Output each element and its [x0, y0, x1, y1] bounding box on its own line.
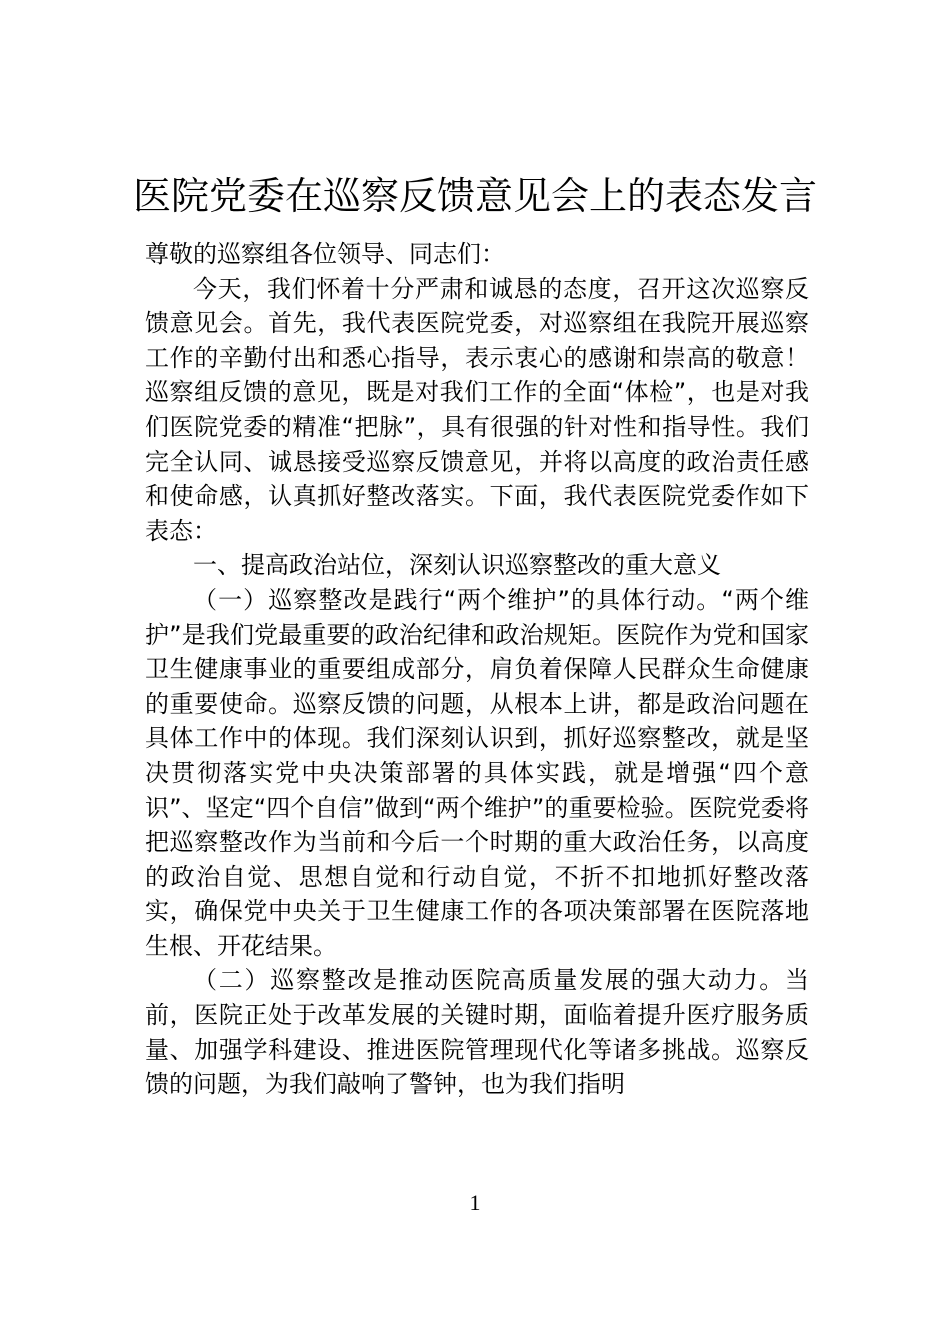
- section-heading-1: 一、提高政治站位，深刻认识巡察整改的重大意义: [193, 551, 721, 580]
- page-number: 1: [469, 1190, 481, 1215]
- document-body: [145, 237, 809, 1102]
- document-title: 医院党委在巡察反馈意见会上的表态发言: [132, 174, 817, 218]
- subsection-paragraph-2: （二）巡察整改是推动医院高质量发展的强大动力。当前，医院正处于改革发展的关键时期，面临着提升医疗服务质量、加强学科建设、推进医院管理现代化等诸多挑战。巡察反馈的问题，为我们敲响了警钟，也为我们指明: [145, 966, 809, 1099]
- subsection-paragraph-1: （一）巡察整改是践行“两个维护”的具体行动。“两个维护”是我们党最重要的政治纪律和政治规矩。医院作为党和国家卫生健康事业的重要组成部分，肩负着保障人民群众生命健康的重要使命。巡察反馈的问题，从根本上讲，都是政治问题在具体工作中的体现。我们深刻认识到，抓好巡察整改，就是坚决贯彻落实党中央决策部署的具体实践，就是增强“四个意识”、坚定“四个自信”做到“两个维护”的重要检验。医院党委将把巡察整改作为当前和今后一个时期的重大政治任务，以高度的政治自觉、思想自觉和行动自觉，不折不扣地抓好整改落实，确保党中央关于卫生健康工作的各项决策部署在医院落地生根、开花结果。: [145, 585, 809, 960]
- salutation-paragraph: 尊敬的巡察组各位领导、同志们：: [145, 240, 505, 268]
- opening-paragraph: 今天，我们怀着十分严肃和诚恳的态度，召开这次巡察反馈意见会。首先，我代表医院党委，对巡察组在我院开展巡察工作的辛勤付出和悉心指导，表示衷心的感谢和崇高的敬意！巡察组反馈的意见，既是对我们工作的全面“体检”，也是对我们医院党委的精准“把脉”，具有很强的针对性和指导性。我们完全认同、诚恳接受巡察反馈意见，并将以高度的政治责任感和使命感，认真抓好整改落实。下面，我代表医院党委作如下表态：: [145, 274, 809, 545]
